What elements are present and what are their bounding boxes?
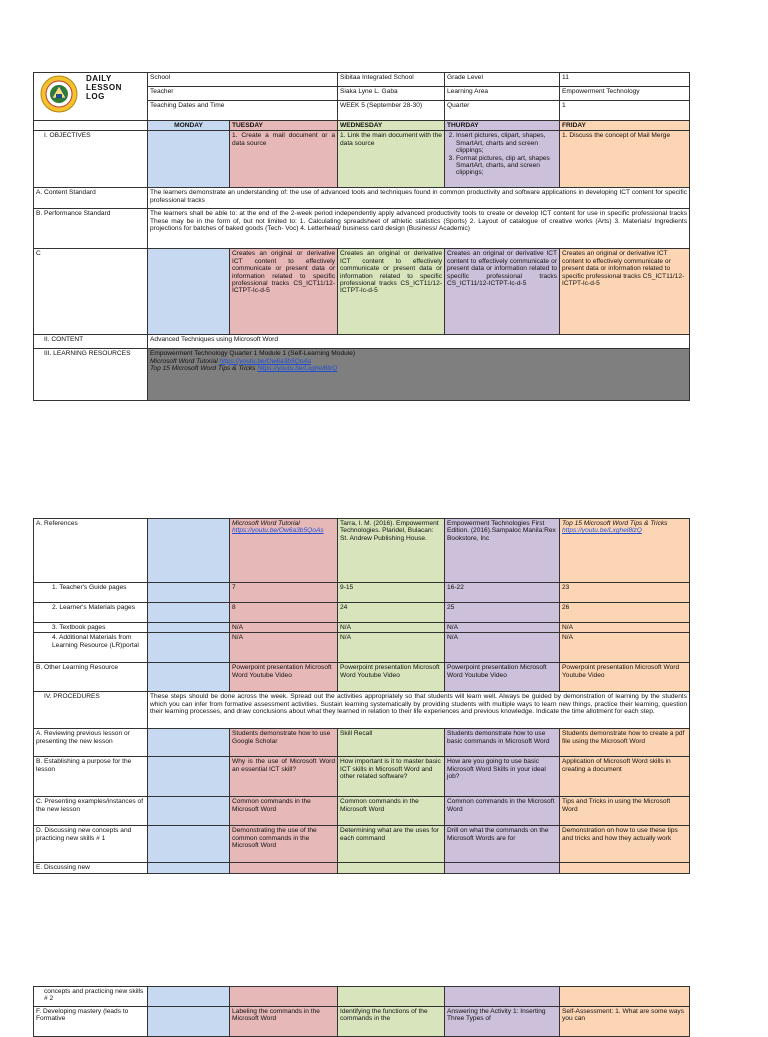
developing-monday bbox=[148, 1007, 230, 1037]
teacher-label: Teacher bbox=[148, 87, 338, 101]
obj-friday: 1. Discuss the concept of Mail Merge bbox=[560, 131, 690, 188]
presenting-wednesday: Common commands in the Microsoft Word bbox=[338, 797, 445, 826]
purpose-wednesday: How important is it to master basic ICT skills in Microsoft Word and other related software? bbox=[338, 757, 445, 797]
obj-monday bbox=[148, 131, 230, 188]
ref-wednesday: Tarra, I. M. (2016). Empowerment Technologies. Plaridel, Bulacan: St. Andrew Publishing House. bbox=[338, 519, 445, 583]
cont-thursday bbox=[445, 987, 560, 1007]
lr-tuesday: N/A bbox=[230, 633, 338, 663]
discussing2-cont-label: concepts and practicing new skills # 2 bbox=[34, 987, 148, 1007]
ref-monday bbox=[148, 519, 230, 583]
lr-label: 4. Additional Materials from Learning Resource (LR)portal bbox=[34, 633, 148, 663]
obj-thu-item: 2. Insert pictures, clipart, shapes, SmartArt, charts and screen clippings; bbox=[456, 132, 557, 154]
day-wednesday: WEDNESDAY bbox=[338, 121, 445, 131]
blank-header-cell bbox=[34, 121, 148, 131]
lm-monday bbox=[148, 603, 230, 623]
dates-label: Teaching Dates and Time bbox=[148, 101, 338, 121]
deped-seal-icon bbox=[38, 74, 80, 114]
other-resource-label: B. Other Learning Resource bbox=[34, 663, 148, 692]
day-monday: MONDAY bbox=[148, 121, 230, 131]
obj-wednesday: 1. Link the main document with the data source bbox=[338, 131, 445, 188]
content-label: II. CONTENT bbox=[34, 335, 148, 349]
comp-tuesday: Creates an original or derivative ICT content to effectively communicate or present data or information related to specific professional tracks CS_ICT11/12-ICTPT-Ic-d-5 bbox=[230, 249, 338, 335]
resources-text bbox=[148, 349, 690, 401]
discussing2-label: E. Discussing new bbox=[34, 863, 148, 874]
performance-standard-text: The learners shall be able to: at the end of the 2-week period independently apply advanced productivity tools to create or develop ICT content for use in specific professional tracks These may be in the form of, but not limited to: 1. Calculating spreadsheet of athletic statistics (Sports) 2. Layout of catalogue of creative works (Arts) 3. Materials/ Ingredients projections for batches of baked goods (Tech- Voc) 4. Letterhead/ business card design (Business/ Academic) bbox=[148, 209, 690, 249]
tg-label: 1. Teacher's Guide pages bbox=[34, 583, 148, 603]
purpose-friday: Application of Microsoft Word skills in creating a document bbox=[560, 757, 690, 797]
purpose-tuesday: Why is the use of Microsoft Word an essential ICT skill? bbox=[230, 757, 338, 797]
competency-label: C bbox=[34, 249, 148, 335]
review-wednesday: Skill Recall bbox=[338, 729, 445, 757]
developing-thursday: Answering the Activity 1: Inserting Three Types of bbox=[445, 1007, 560, 1037]
tg-friday: 23 bbox=[560, 583, 690, 603]
resource-link[interactable]: https://youtu.be/Lxghel8lzQ bbox=[257, 365, 338, 373]
lm-label: 2. Learner's Materials pages bbox=[34, 603, 148, 623]
other-monday bbox=[148, 663, 230, 692]
discussing-monday bbox=[148, 826, 230, 863]
presenting-tuesday: Common commands in the Microsoft Word bbox=[230, 797, 338, 826]
developing-tuesday: Labeling the commands in the Microsoft Word bbox=[230, 1007, 338, 1037]
discussing-tuesday: Demonstrating the use of the common commands in the Microsoft Word bbox=[230, 826, 338, 863]
performance-standard-label: B. Performance Standard bbox=[34, 209, 148, 249]
resources-label: III. LEARNING RESOURCES bbox=[34, 349, 148, 401]
procedures-label: IV. PROCEDURES bbox=[34, 692, 148, 729]
ref-tuesday: Microsoft Word Tutorial https://youtu.be/Ow6a3b5QoAs bbox=[230, 519, 338, 583]
developing-friday: Self-Assessment: 1. What are some ways you can bbox=[560, 1007, 690, 1037]
references-label: A. References bbox=[34, 519, 148, 583]
review-label: A. Reviewing previous lesson or presenting the new lesson bbox=[34, 729, 148, 757]
developing-wednesday: Identifying the functions of the commands in the bbox=[338, 1007, 445, 1037]
area-value: Empowerment Technology bbox=[560, 87, 690, 101]
lr-friday: N/A bbox=[560, 633, 690, 663]
dll-title: DAILY LESSON LOG bbox=[86, 74, 122, 101]
ref-thursday: Empowerment Technologies First Edition. (2016).Sampaloc Manila:Rex Bookstore, Inc bbox=[445, 519, 560, 583]
review-friday: Students demonstrate how to create a pdf file using the Microsoft Word bbox=[560, 729, 690, 757]
lm-tuesday: 8 bbox=[230, 603, 338, 623]
obj-thu-item: 3. Format pictures, clip art, shapes SmartArt, charts, and screen clippings; bbox=[456, 155, 557, 177]
comp-wednesday: Creates an original or derivative ICT content to effectively communicate or present data or information related to specific professional tracks CS_ICT11/12-ICTPT-Ic-d-5 bbox=[338, 249, 445, 335]
lesson-log-table-page3 bbox=[33, 986, 690, 1037]
ref-friday-link[interactable]: https://youtu.be/Lxghel8lzQ bbox=[562, 527, 642, 535]
developing-label: F. Developing mastery (leads to Formative bbox=[34, 1007, 148, 1037]
lr-monday bbox=[148, 633, 230, 663]
tb-thursday: N/A bbox=[445, 623, 560, 633]
lesson-log-table-page1 bbox=[33, 72, 690, 401]
discussing-label: D. Discussing new concepts and practicing new skills # 1 bbox=[34, 826, 148, 863]
obj-thursday bbox=[445, 131, 560, 188]
quarter-value: 1 bbox=[560, 101, 690, 121]
lm-friday: 26 bbox=[560, 603, 690, 623]
day-friday: FRIDAY bbox=[560, 121, 690, 131]
tg-tuesday: 7 bbox=[230, 583, 338, 603]
review-tuesday: Students demonstrate how to use Google Scholar bbox=[230, 729, 338, 757]
tb-friday: N/A bbox=[560, 623, 690, 633]
cont-friday bbox=[560, 987, 690, 1007]
tb-label: 3. Textbook pages bbox=[34, 623, 148, 633]
other-friday: Powerpoint presentation Microsoft Word Youtube Video bbox=[560, 663, 690, 692]
review-thursday: Students demonstrate how to use basic commands in Microsoft Word bbox=[445, 729, 560, 757]
objectives-label: I. OBJECTIVES bbox=[34, 131, 148, 188]
content-standard-label: A. Content Standard bbox=[34, 188, 148, 209]
grade-label: Grade Level bbox=[445, 73, 560, 87]
tg-monday bbox=[148, 583, 230, 603]
purpose-thursday: How are you going to use basic Microsoft Word Skills in your ideal job? bbox=[445, 757, 560, 797]
comp-monday bbox=[148, 249, 230, 335]
school-label: School bbox=[148, 73, 338, 87]
cont-monday bbox=[148, 987, 230, 1007]
cont-wednesday bbox=[338, 987, 445, 1007]
discussing2-thursday bbox=[445, 863, 560, 874]
ref-friday: Top 15 Microsoft Word Tips & Tricks https://youtu.be/Lxghel8lzQ bbox=[560, 519, 690, 583]
presenting-thursday: Common commands in the Microsoft Word bbox=[445, 797, 560, 826]
discussing2-tuesday bbox=[230, 863, 338, 874]
other-tuesday: Powerpoint presentation Microsoft Word Youtube Video bbox=[230, 663, 338, 692]
presenting-monday bbox=[148, 797, 230, 826]
content-standard-text: The learners demonstrate an understanding of: the use of advanced tools and techniques found in common productivity and software applications in developing ICT content for specific professional tracks bbox=[148, 188, 690, 209]
resource-line: Top 15 Microsoft Word Tips & Tricks https://youtu.be/Lxghel8lzQ bbox=[150, 365, 338, 373]
review-monday bbox=[148, 729, 230, 757]
comp-thursday: Creates an original or derivative ICT content to effectively communicate or present data or information related to specific professional tracks CS_ICT11/12-ICTPT-Ic-d-5 bbox=[445, 249, 560, 335]
quarter-label: Quarter bbox=[445, 101, 560, 121]
day-thursday: THURDAY bbox=[445, 121, 560, 131]
tg-wednesday: 9-15 bbox=[338, 583, 445, 603]
cont-tuesday bbox=[230, 987, 338, 1007]
lm-thursday: 25 bbox=[445, 603, 560, 623]
dates-value: WEEK 5 (September 28-30) bbox=[338, 101, 445, 121]
school-value: Sibitaa Integrated School bbox=[338, 73, 445, 87]
lr-thursday: N/A bbox=[445, 633, 560, 663]
tb-tuesday: N/A bbox=[230, 623, 338, 633]
discussing-friday: Demonstration on how to use these tips and tricks and how they actually work bbox=[560, 826, 690, 863]
area-label: Learning Area bbox=[445, 87, 560, 101]
resource-line: Microsoft Word Tutorial https://youtu.be/Ow6a3b5QoAs bbox=[150, 357, 312, 365]
purpose-monday bbox=[148, 757, 230, 797]
content-value: Advanced Techniques using Microsoft Word bbox=[148, 335, 690, 349]
discussing2-monday bbox=[148, 863, 230, 874]
lm-wednesday: 24 bbox=[338, 603, 445, 623]
tb-monday bbox=[148, 623, 230, 633]
lr-wednesday: N/A bbox=[338, 633, 445, 663]
presenting-friday: Tips and Tricks in using the Microsoft Word bbox=[560, 797, 690, 826]
presenting-label: C. Presenting examples/instances of the new lesson bbox=[34, 797, 148, 826]
ref-tuesday-link[interactable]: https://youtu.be/Ow6a3b5QoAs bbox=[232, 527, 324, 535]
discussing2-wednesday bbox=[338, 863, 445, 874]
day-tuesday: TUESDAY bbox=[230, 121, 338, 131]
resource-link[interactable]: https://youtu.be/Ow6a3b5QoAs bbox=[219, 357, 312, 365]
discussing2-friday bbox=[560, 863, 690, 874]
resource-line: Empowerment Technology Quarter 1 Module 1 (Self-Learning Module) bbox=[150, 350, 356, 358]
tg-thursday: 16-22 bbox=[445, 583, 560, 603]
comp-friday: Creates an original or derivative ICT content to effectively communicate or present data or information related to specific professional tracks CS_ICT11/12-ICTPT-Ic-d-5 bbox=[560, 249, 690, 335]
lesson-log-table-page2 bbox=[33, 518, 690, 874]
discussing-wednesday: Determining what are the uses for each command bbox=[338, 826, 445, 863]
obj-tuesday: 1. Create a mail document or a data source bbox=[230, 131, 338, 188]
tb-wednesday: N/A bbox=[338, 623, 445, 633]
procedures-text: These steps should be done across the week. Spread out the activities appropriately so that students will learn well. Always be guided by demonstration of learning by the students which you can infer from formative assessment activities. Sustain learning systematically by providing students with multiple ways to learn new things, practice their learning, question their learning processes, and draw conclusions about what they learned in relation to their life experiences and previous knowledge. Indicate the time allotment for each step. bbox=[148, 692, 690, 729]
discussing-thursday: Drill on what the commands on the Microsoft Words are for bbox=[445, 826, 560, 863]
purpose-label: B. Establishing a purpose for the lesson bbox=[34, 757, 148, 797]
grade-value: 11 bbox=[560, 73, 690, 87]
other-wednesday: Powerpoint presentation Microsoft Word Youtube Video bbox=[338, 663, 445, 692]
header-logo-cell bbox=[34, 73, 148, 121]
teacher-value: Siaka Lyne L. Gaba bbox=[338, 87, 445, 101]
other-thursday: Powerpoint presentation Microsoft Word Youtube Video bbox=[445, 663, 560, 692]
